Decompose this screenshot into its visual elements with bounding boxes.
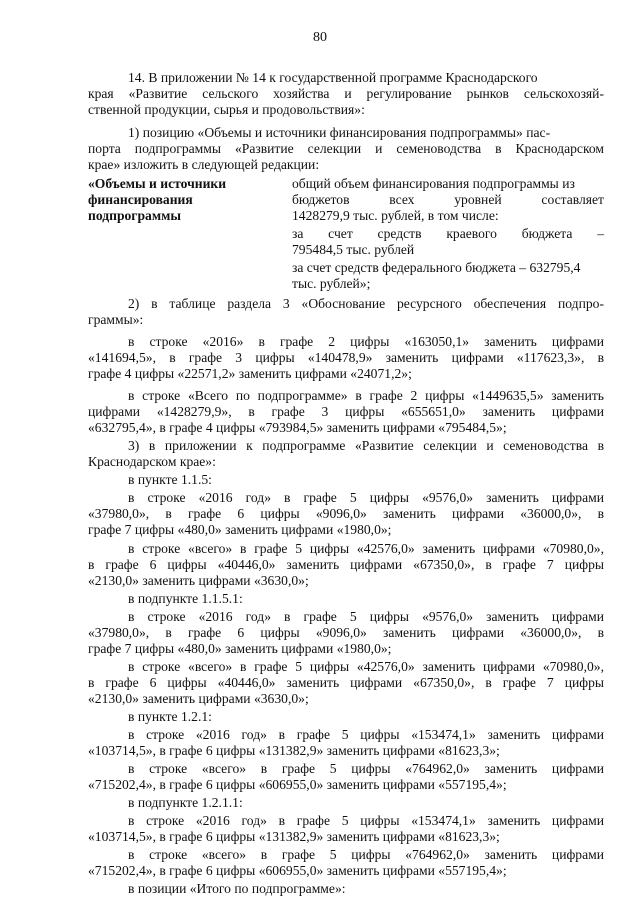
paragraph-line: в строке «всего» в графе 5 цифры «42576,0» заменить цифрами «70980,0», (128, 659, 604, 674)
paragraph-line: в строке «2016 год» в графе 5 цифры «9576,0» заменить цифрами (128, 609, 604, 624)
paragraph-line: в графе 6 цифры «40446,0» заменить цифрами «67350,0», в графе 7 цифры (88, 675, 604, 690)
paragraph-line: «103714,5», в графе 6 цифры «131382,9» заменить цифрами «81623,3»; (88, 829, 500, 844)
table-label-line: финансирования (88, 192, 193, 207)
table-value-line: за счет средств краевого бюджета – (292, 226, 604, 241)
paragraph-line: ственной продукции, сырья и продовольствия»: (88, 102, 365, 117)
paragraph-line: в строке «2016 год» в графе 5 цифры «153474,1» заменить цифрами (128, 727, 604, 742)
paragraph-line: в строке «2016 год» в графе 5 цифры «153474,1» заменить цифрами (128, 813, 604, 828)
paragraph-line: в пункте 1.1.5: (128, 472, 212, 487)
table-value-line: 1428279,9 тыс. рублей, в том числе: (292, 208, 499, 223)
paragraph-line: «37980,0», в графе 6 цифры «9096,0» заменить цифрами «36000,0», в (88, 506, 604, 521)
paragraph-line: графе 7 цифры «480,0» заменить цифрами «1980,0»; (88, 641, 392, 656)
paragraph-line: в строке «всего» в графе 5 цифры «764962,0» заменить цифрами (128, 761, 604, 776)
paragraph-line: 14. В приложении № 14 к государственной программе Краснодарского (128, 70, 538, 85)
paragraph-line: крае» изложить в следующей редакции: (88, 157, 320, 172)
paragraph-line: графе 7 цифры «480,0» заменить цифрами «1980,0»; (88, 522, 392, 537)
table-value-line: за счет средств федерального бюджета – 632795,4 (292, 260, 581, 275)
paragraph-line: в пункте 1.2.1: (128, 709, 212, 724)
paragraph-line: «141694,5», в графе 3 цифры «140478,9» заменить цифрами «117623,3», в (88, 350, 604, 365)
paragraph-line: цифрами «1428279,9», в графе 3 цифры «655651,0» заменить цифрами (88, 404, 604, 419)
paragraph-line: «2130,0» заменить цифрами «3630,0»; (88, 691, 309, 706)
table-label-line: «Объемы и источники (88, 176, 227, 191)
paragraph-line: в позиции «Итого по подпрограмме»: (128, 881, 346, 896)
paragraph-line: в строке «всего» в графе 5 цифры «764962,0» заменить цифрами (128, 847, 604, 862)
paragraph-line: в строке «2016» в графе 2 цифры «163050,1» заменить цифрами (128, 334, 604, 349)
paragraph-line: 2) в таблице раздела 3 «Обоснование ресурсного обеспечения подпро- (128, 296, 604, 311)
paragraph-line: в подпункте 1.2.1.1: (128, 795, 243, 810)
table-value-line: бюджетов всех уровней составляет (292, 192, 604, 207)
page-number: 80 (313, 30, 327, 45)
paragraph-line: в строке «2016 год» в графе 5 цифры «9576,0» заменить цифрами (128, 490, 604, 505)
paragraph-line: в строке «Всего по подпрограмме» в графе 2 цифры «1449635,5» заменить (128, 388, 604, 403)
paragraph-line: 3) в приложении к подпрограмме «Развитие селекции и семеноводства в (128, 438, 604, 453)
paragraph-line: Краснодарском крае»: (88, 454, 216, 469)
paragraph-line: «103714,5», в графе 6 цифры «131382,9» заменить цифрами «81623,3»; (88, 743, 500, 758)
paragraph-line: края «Развитие сельского хозяйства и регулирование рынков сельскохозяй- (88, 86, 604, 101)
paragraph-line: графе 4 цифры «22571,2» заменить цифрами «24071,2»; (88, 366, 412, 381)
table-value-line: тыс. рублей»; (292, 276, 371, 291)
paragraph-line: «632795,4», в графе 4 цифры «793984,5» заменить цифрами «795484,5»; (88, 420, 507, 435)
paragraph-line: «715202,4», в графе 6 цифры «606955,0» заменить цифрами «557195,4»; (88, 777, 507, 792)
paragraph-line: «37980,0», в графе 6 цифры «9096,0» заменить цифрами «36000,0», в (88, 625, 604, 640)
paragraph-line: «715202,4», в графе 6 цифры «606955,0» заменить цифрами «557195,4»; (88, 863, 507, 878)
paragraph-line: граммы»: (88, 312, 144, 327)
paragraph-line: в подпункте 1.1.5.1: (128, 591, 243, 606)
table-label-line: подпрограммы (88, 208, 181, 223)
paragraph-line: в графе 6 цифры «40446,0» заменить цифрами «67350,0», в графе 7 цифры (88, 557, 604, 572)
table-value-line: 795484,5 тыс. рублей (292, 242, 415, 257)
paragraph-line: «2130,0» заменить цифрами «3630,0»; (88, 573, 309, 588)
table-value-line: общий объем финансирования подпрограммы из (292, 176, 575, 191)
paragraph-line: 1) позицию «Объемы и источники финансирования подпрограммы» пас- (128, 125, 551, 140)
paragraph-line: порта подпрограммы «Развитие селекции и семеноводства в Краснодарском (88, 141, 604, 156)
paragraph-line: в строке «всего» в графе 5 цифры «42576,0» заменить цифрами «70980,0», (128, 541, 604, 556)
